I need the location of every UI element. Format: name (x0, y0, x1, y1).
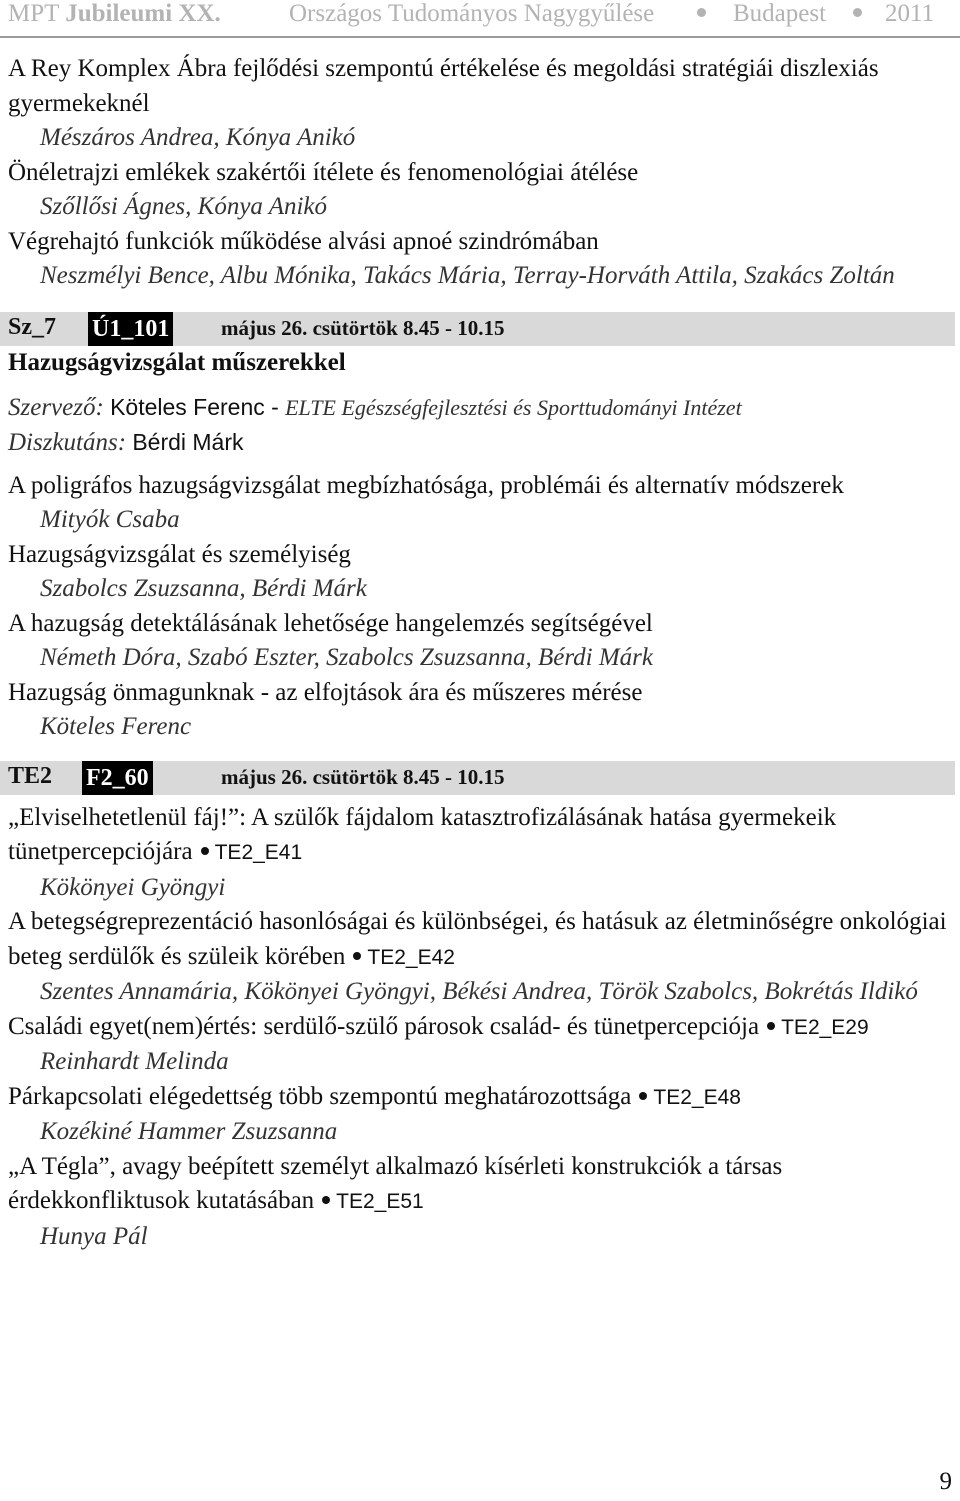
session-id: Sz_7 (8, 313, 56, 340)
discussant-name: Bérdi Márk (132, 429, 244, 455)
session-date: május 26. csütörtök 8.45 - 10.15 (221, 315, 505, 340)
bullet-icon (353, 952, 361, 960)
poster-authors: Reinhardt Melinda (40, 1048, 229, 1075)
header-bullet-icon (853, 8, 862, 17)
talk-authors: Mészáros Andrea, Kónya Anikó (40, 124, 356, 151)
organizer-name: Köteles Ferenc - (110, 393, 279, 420)
poster-authors: Hunya Pál (40, 1222, 148, 1250)
poster-item (8, 1080, 953, 1150)
previous-session-talks (8, 52, 953, 294)
talk-authors: Németh Dóra, Szabó Eszter, Szabolcs Zsuzsanna, Bérdi Márk (40, 644, 653, 671)
session-header-bar (0, 312, 955, 346)
page-content (8, 52, 953, 1254)
poster-title: Családi egyet(nem)értés: serdülő-szülő párosok család- és tünetpercepciója (8, 1012, 760, 1040)
header-bullet-icon (697, 8, 706, 17)
session-title: Hazugságvizsgálat műszerekkel (8, 348, 346, 376)
bullet-icon (322, 1196, 330, 1204)
talk-title: A Rey Komplex Ábra fejlődési szempontú értékelése és megoldási stratégiái diszlexiás gyermekeknél (8, 55, 879, 117)
talk-item (8, 607, 953, 676)
page-number: 9 (939, 1468, 952, 1495)
header-jubilee: Jubileumi XX. (65, 0, 221, 27)
session-header-bar (0, 761, 955, 795)
organizer-institution: ELTE Egészségfejlesztési és Sporttudományi Intézet (285, 394, 742, 420)
talk-item (8, 52, 953, 156)
talk-title: Hazugság önmagunknak - az elfojtások ára és műszeres mérése (8, 678, 643, 706)
talk-authors: Szabolcs Zsuzsanna, Bérdi Márk (40, 575, 367, 602)
poster-code: TE2_E48 (653, 1085, 741, 1109)
session-id: TE2 (8, 762, 53, 789)
session-room-badge: Ú1_101 (88, 312, 173, 346)
poster-title: „A Tégla”, avagy beépített személyt alkalmazó kísérleti konstrukciók a társas érdekkonfliktusok kutatásában (8, 1152, 783, 1214)
session-discussant (8, 425, 953, 461)
poster-authors: Kozékiné Hammer Zsuzsanna (40, 1118, 338, 1145)
discussant-label: Diszkutáns: (8, 429, 127, 456)
poster-title-line (8, 905, 953, 975)
session-talk-list (8, 469, 953, 745)
poster-authors: Kökönyei Gyöngyi (40, 873, 226, 901)
talk-authors: Szőllősi Ágnes, Kónya Anikó (40, 193, 328, 220)
header-city: Budapest (733, 0, 827, 27)
talk-item (8, 676, 953, 745)
poster-code: TE2_E41 (214, 841, 303, 864)
talk-item (8, 156, 953, 225)
poster-code: TE2_E29 (781, 1015, 869, 1039)
header-title (8, 0, 221, 28)
session-room-badge: F2_60 (82, 761, 153, 795)
talk-item (8, 225, 953, 294)
poster-code: TE2_E42 (367, 945, 455, 969)
poster-title: A betegségreprezentáció hasonlóságai és különbségei, és hatásuk az életminőségre onkológiai beteg serdülők és szüleik körében (8, 908, 947, 970)
poster-title-line (8, 801, 953, 871)
bullet-icon (201, 847, 209, 855)
talk-authors: Köteles Ferenc (40, 713, 192, 740)
page-header (0, 0, 960, 30)
session-organizer (8, 390, 953, 426)
organizer-label: Szervező: (8, 393, 104, 421)
poster-item (8, 801, 953, 906)
poster-title: „Elviselhetetlenül fáj!”: A szülők fájdalom katasztrofizálásának hatása gyermekeik tünetpercepciójára (8, 803, 837, 865)
poster-title: Párkapcsolati elégedettség több szempontú meghatározottsága (8, 1082, 632, 1110)
talk-item (8, 538, 953, 607)
header-prefix: MPT (8, 0, 66, 27)
poster-title-line (8, 1150, 953, 1220)
talk-title: A hazugság detektálásának lehetősége hangelemzés segítségével (8, 609, 653, 637)
talk-item (8, 469, 953, 538)
header-year: 2011 (885, 0, 935, 27)
header-conference: Országos Tudományos Nagygyűlése (289, 0, 655, 27)
bullet-icon (767, 1022, 775, 1030)
header-divider (0, 36, 960, 38)
talk-title: A poligráfos hazugságvizsgálat megbízhatósága, problémái és alternatív módszerek (8, 471, 844, 499)
talk-authors: Mityók Csaba (40, 506, 180, 533)
poster-item (8, 1010, 953, 1080)
session-date: május 26. csütörtök 8.45 - 10.15 (221, 764, 505, 789)
talk-title: Hazugságvizsgálat és személyiség (8, 540, 351, 568)
talk-title: Végrehajtó funkciók működése alvási apnoé szindrómában (8, 227, 599, 255)
poster-title-line (8, 1010, 953, 1046)
poster-item (8, 905, 953, 1010)
poster-list (8, 801, 953, 1255)
talk-authors: Neszmélyi Bence, Albu Mónika, Takács Mária, Terray-Horváth Attila, Szakács Zoltán (40, 262, 895, 289)
bullet-icon (639, 1092, 647, 1100)
poster-title-line (8, 1080, 953, 1116)
poster-code: TE2_E51 (336, 1190, 424, 1213)
poster-item (8, 1150, 953, 1255)
poster-authors: Szentes Annamária, Kökönyei Gyöngyi, Békési Andrea, Török Szabolcs, Bokrétás Ildikó (40, 978, 918, 1005)
talk-title: Önéletrajzi emlékek szakértői ítélete és fenomenológiai átélése (8, 158, 639, 186)
